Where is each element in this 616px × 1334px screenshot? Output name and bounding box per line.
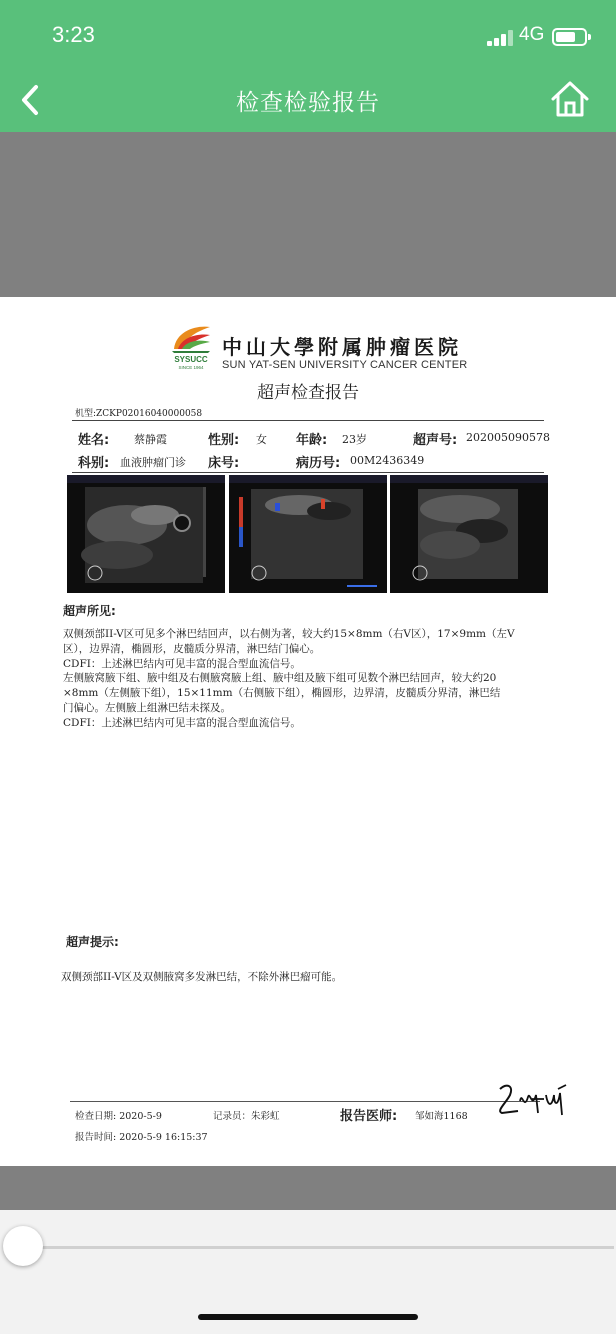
doctor-signature	[492, 1081, 572, 1123]
findings-title: 超声所见:	[63, 604, 116, 618]
doctor-label: 报告医师:	[340, 1109, 398, 1124]
findings-line: CDFI：上述淋巴结内可见丰富的混合型血流信号。	[63, 657, 301, 670]
dept-value: 血液肿瘤门诊	[120, 456, 186, 469]
findings-line: ×8mm（左侧腋下组），15×11mm（右侧腋下组），椭圆形，边界清，皮髓质分界清，淋巴结	[63, 687, 501, 700]
status-time: 3:23	[52, 22, 95, 47]
recorder: 记录员：朱彩虹	[213, 1111, 280, 1122]
divider	[70, 1101, 540, 1102]
viewer-background-bottom	[0, 1166, 616, 1210]
signal-icon	[487, 30, 513, 46]
divider	[72, 420, 544, 421]
hospital-name-cn: 中山大學附属肿瘤医院	[222, 335, 462, 359]
report-title: 超声检查报告	[257, 383, 359, 403]
dept-label: 科别:	[78, 456, 110, 471]
report-document[interactable]	[0, 297, 616, 1166]
sex-value: 女	[256, 433, 267, 446]
findings-line: 双侧颈部II-V区可见多个淋巴结回声，以右侧为著，较大约15×8mm（右V区），17×9mm（左V	[63, 628, 515, 640]
record-label: 病历号:	[296, 456, 341, 471]
zoom-slider-panel	[0, 1210, 616, 1334]
divider	[72, 472, 544, 473]
name-label: 姓名:	[78, 433, 110, 448]
hospital-name-en: SUN YAT-SEN UNIVERSITY CANCER CENTER	[222, 359, 468, 371]
impression-text: 双侧颈部II-V区及双侧腋窝多发淋巴结，不除外淋巴瘤可能。	[61, 971, 343, 983]
network-label: 4G	[519, 24, 545, 45]
slider-track[interactable]	[24, 1246, 614, 1249]
us-number-label: 超声号:	[413, 433, 458, 448]
hospital-logo	[168, 319, 214, 371]
exam-date: 检查日期: 2020-5-9	[75, 1111, 162, 1122]
ultrasound-image-3[interactable]	[390, 475, 548, 593]
battery-icon	[552, 28, 587, 46]
record-value: 00M2436349	[350, 454, 425, 467]
findings-text	[63, 627, 563, 731]
page-title: 检查检验报告	[236, 90, 380, 116]
age-value: 23岁	[342, 433, 367, 446]
findings-line: 左侧腋窝腋下组、腋中组及右侧腋窝腋上组、腋中组及腋下组可见数个淋巴结回声，较大约20	[63, 672, 497, 685]
findings-line: CDFI：上述淋巴结内可见丰富的混合型血流信号。	[63, 716, 301, 729]
impression-title: 超声提示:	[66, 935, 119, 949]
doctor-name: 邹如海1168	[415, 1111, 468, 1122]
machine-number: 机型:ZCKP02016040000058	[75, 409, 203, 419]
svg-text:SINCE 1964: SINCE 1964	[178, 365, 204, 370]
findings-line: 门偏心。左侧腋上组淋巴结未探及。	[63, 701, 231, 714]
bed-label: 床号:	[208, 456, 240, 471]
age-label: 年龄:	[296, 433, 328, 448]
nav-bar	[0, 70, 616, 132]
sex-label: 性别:	[208, 433, 240, 448]
us-number-value: 202005090578	[466, 431, 550, 444]
ultrasound-image-1[interactable]	[67, 475, 225, 593]
home-icon	[549, 78, 591, 120]
home-button[interactable]	[549, 78, 591, 120]
status-bar	[0, 0, 616, 70]
name-value: 蔡静霞	[134, 433, 167, 446]
svg-text:SYSUCC: SYSUCC	[174, 355, 208, 364]
home-indicator[interactable]	[198, 1314, 418, 1320]
ultrasound-image-2[interactable]	[229, 475, 387, 593]
findings-line: 区），边界清，椭圆形，皮髓质分界清，淋巴结门偏心。	[63, 642, 321, 655]
slider-thumb[interactable]	[3, 1226, 43, 1266]
report-time: 报告时间: 2020-5-9 16:15:37	[75, 1132, 208, 1143]
viewer-background-top	[0, 132, 616, 297]
